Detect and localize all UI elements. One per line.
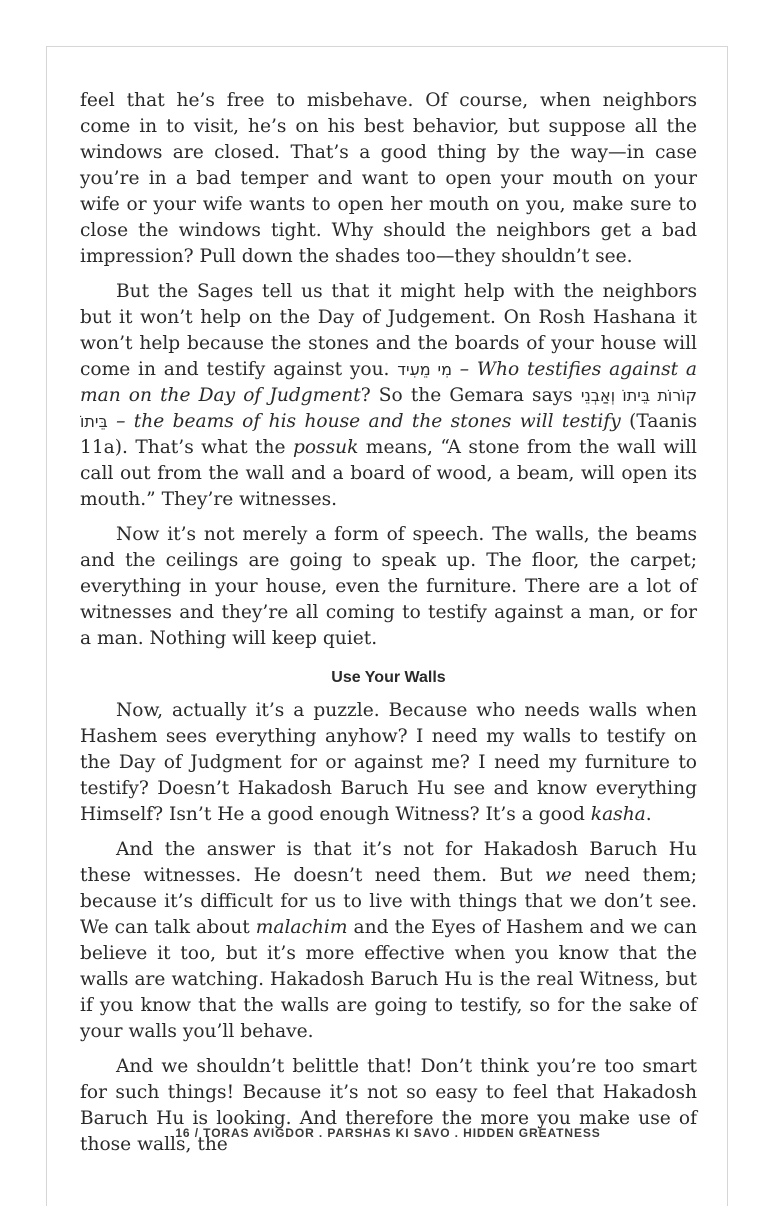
paragraph-5-text-a: And the answer is that it’s not for Hakadosh Baruch Hu these witnesses. He doesn’t need them. But: [80, 839, 697, 886]
paragraph-2-text-c: ? So the Gemara says: [360, 385, 581, 406]
paragraph-5-text-e: and the Eyes of Hashem and we can believe it too, but it’s more effective when you know that the walls are watching. Hakadosh Baruch Hu is the real Witness, but if you know that the walls are going to testify, so for the sake of your walls you’ll behave.: [80, 917, 697, 1042]
paragraph-5-italic-d: malachim: [255, 917, 348, 938]
paragraph-1: feel that he’s free to misbehave. Of course, when neighbors come in to visit, he’s on his best behavior, but suppose all the windows are closed. That’s a good thing by the way—in case you’re in a bad temper and want to open your mouth on your wife or your wife wants to open her mouth on you, make sure to close the windows tight. Why should the neighbors get a bad impression? Pull down the shades too—they shouldn’t see.: [80, 90, 697, 267]
page-footer: 16 / TORAS AVIGDOR . PARSHAS KI SAVO . HIDDEN GREATNESS: [175, 1126, 601, 1140]
paragraph-4-text-a: Now, actually it’s a puzzle. Because who needs walls when Hashem sees everything anyhow? I need my walls to testify on the Day of Judgment for or against me? I need my furniture to testify? Doesn’t Hakadosh Baruch Hu see and know everything Himself? Isn’t He a good enough Witness? It’s a good: [80, 700, 697, 825]
paragraph-2-italic-b: – Who testifies against a man on the Day of Judgment: [80, 359, 697, 406]
paragraph-5-italic-b: we: [545, 865, 572, 886]
paragraph-4-italic-b: kasha: [590, 804, 646, 825]
paragraph-4-text-c: .: [645, 804, 652, 825]
paragraph-6: And we shouldn’t belittle that! Don’t think you’re too smart for such things! Because it’s not so easy to feel that Hakadosh Baruch Hu is looking. And therefore the more you make use of those walls, the: [80, 1056, 697, 1155]
paragraph-5-text-c: need them; because it’s difficult for us to live with things that we don’t see. We can talk about: [80, 865, 697, 938]
paragraph-2-text-e: (Taanis 11a). That’s what the: [80, 411, 697, 458]
paragraph-5: [80, 837, 697, 1045]
paragraph-3: Now it’s not merely a form of speech. The walls, the beams and the ceilings are going to speak up. The floor, the carpet; everything in your house, even the furniture. There are a lot of witnesses and they’re all coming to testify against a man, or for a man. Nothing will keep quiet.: [80, 524, 697, 649]
paragraph-2: [80, 279, 697, 513]
hebrew-quote-1: מִי מֵעִיד: [397, 360, 453, 379]
paragraph-2-italic-d: – the beams of his house and the stones will testify: [107, 411, 621, 432]
section-heading: Use Your Walls: [331, 669, 446, 686]
hebrew-quote-2: קוֹרוֹת בֵּיתוֹ וְאַבְנֵי בֵּיתוֹ: [80, 386, 697, 431]
page-body: [80, 88, 697, 1167]
paragraph-2-text-a: But the Sages tell us that it might help with the neighbors but it won’t help on the Day of Judgement. On Rosh Hashana it won’t help because the stones and the boards of your house will come in and testify against you.: [80, 281, 697, 380]
paragraph-2-text-g: means, “A stone from the wall will call out from the wall and a board of wood, a beam, will open its mouth.” They’re witnesses.: [80, 437, 697, 510]
paragraph-4: [80, 698, 697, 828]
paragraph-2-italic-f: possuk: [292, 437, 359, 458]
